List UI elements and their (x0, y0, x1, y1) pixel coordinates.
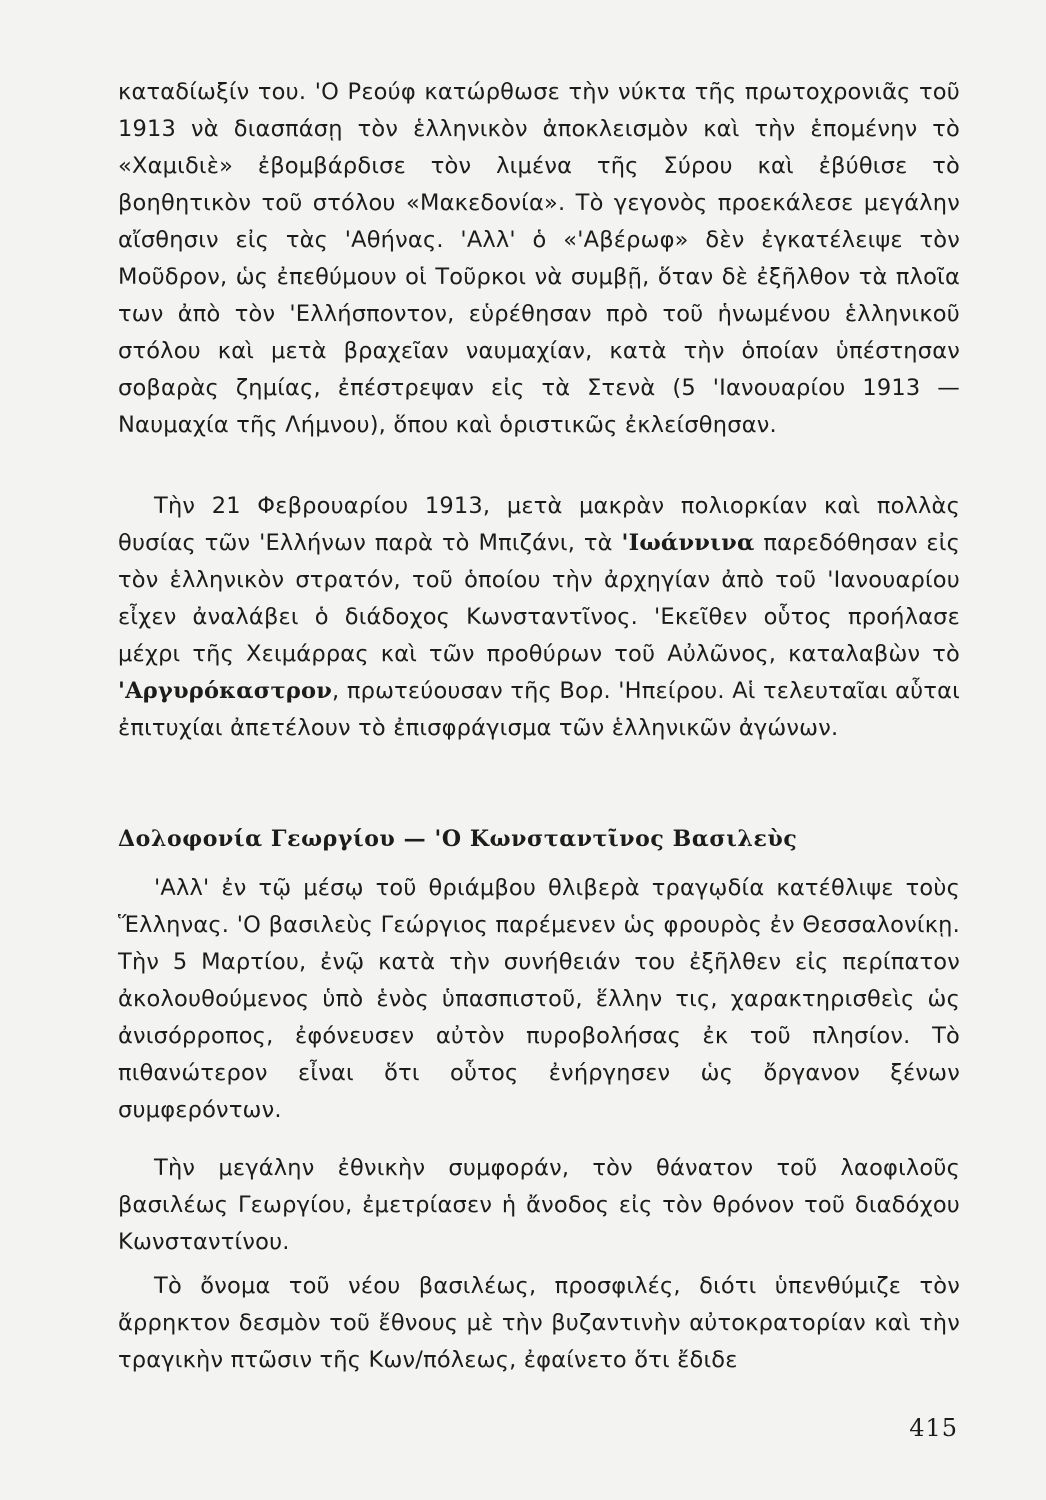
paragraph-text (118, 488, 960, 747)
paragraph-text: Τὴν μεγάλην ἐθνικὴν συμφοράν, τὸν θάνατον τοῦ λαοφιλοῦς βασιλέως Γεωργίου, ἐμετρίασεν ἡ ἄνοδος εἰς τὸν θρόνον τοῦ διαδόχου Κωνσταντίνου. (118, 1155, 960, 1255)
paragraph-assassination (118, 870, 960, 1129)
paragraph-text: 'Αλλ' ἐν τῷ μέσῳ τοῦ θριάμβου θλιβερὰ τραγῳδία κατέθλιψε τοὺς Ἕλληνας. 'Ο βασιλεὺς Γεώργιος παρέμενεν ὡς φρουρὸς ἐν Θεσσαλονίκῃ. Τὴν 5 Μαρτίου, ἐνῷ κατὰ τὴν συνήθειάν του ἐξῆλθεν εἰς περίπατον ἀκολουθούμενος ὑπὸ ἑνὸς ὑπασπιστοῦ, ἕλλην τις, χαρακτηρισθεὶς ὡς ἀνισόρροπος, ἐφόνευσεν αὐτὸν πυροβολήσας ἐκ τοῦ πλησίον. Τὸ πιθανώτερον εἶναι ὅτι οὗτος ἐνήργησεν ὡς ὄργανον ξένων συμφερόντων. (118, 875, 960, 1123)
paragraph-naval-battle (118, 74, 960, 444)
page-number: 415 (909, 1414, 958, 1442)
paragraph-text: καταδίωξίν του. 'Ο Ρεούφ κατώρθωσε τὴν νύκτα τῆς πρωτοχρονιᾶς τοῦ 1913 νὰ διασπάσῃ τὸν ἑλληνικὸν ἀποκλεισμὸν καὶ τὴν ἑπομένην τὸ «Χαμιδιὲ» ἐβομβάρδισε τὸν λιμένα τῆς Σύρου καὶ ἐβύθισε τὸ βοηθητικὸν τοῦ στόλου «Μακεδονία». Τὸ γεγονὸς προεκάλεσε μεγάλην αἴσθησιν εἰς τὰς 'Αθήνας. 'Αλλ' ὁ «'Αβέρωφ» δὲν ἐγκατέλειψε τὸν Μοῦδρον, ὡς ἐπεθύμουν οἱ Τοῦρκοι νὰ συμβῇ, ὅταν δὲ ἐξῆλθον τὰ πλοῖα των ἀπὸ τὸν 'Ελλήσποντον, εὑρέθησαν πρὸ τοῦ ἡνωμένου ἑλληνικοῦ στόλου καὶ μετὰ βραχεῖαν ναυμαχίαν, κατὰ τὴν ὁποίαν ὑπέστησαν σοβαρὰς ζημίας, ἐπέστρεψαν εἰς τὰ Στενὰ (5 'Ιανουαρίου 1913 — Ναυμαχία τῆς Λήμνου), ὅπου καὶ ὁριστικῶς ἐκλείσθησαν. (118, 79, 960, 438)
section-heading: Δολοφονία Γεωργίου — 'Ο Κωνσταντῖνος Βασιλεὺς (118, 826, 798, 852)
paragraph-succession (118, 1150, 960, 1261)
paragraph-ioannina (118, 488, 960, 747)
bold-place-ioannina: 'Ιωάννινα (621, 530, 755, 556)
bold-place-argyrokastro: 'Αργυρόκαστρον (118, 678, 333, 704)
paragraph-new-king (118, 1268, 960, 1379)
paragraph-text: Τὸ ὄνομα τοῦ νέου βασιλέως, προσφιλές, διότι ὑπενθύμιζε τὸν ἄρρηκτον δεσμὸν τοῦ ἔθνους μὲ τὴν βυζαντινὴν αὐτοκρατορίαν καὶ τὴν τραγικὴν πτῶσιν τῆς Κων/πόλεως, ἐφαίνετο ὅτι ἔδιδε (118, 1273, 960, 1373)
paragraph-text-part: παρεδόθησαν εἰς τὸν ἑλληνικὸν στρατόν, τοῦ ὁποίου τὴν ἀρχηγίαν ἀπὸ τοῦ 'Ιανουαρίου εἶχεν ἀναλάβει ὁ διάδοχος Κωνσταντῖνος. 'Εκεῖθεν οὗτος προήλασε μέχρι τῆς Χειμάρρας καὶ τῶν προθύρων τοῦ Αὐλῶνος, καταλαβὼν τὸ (118, 530, 960, 667)
paragraph-text-part: , πρωτεύουσαν τῆς Βορ. 'Ηπείρου. Αἱ τελευταῖαι αὗται ἐπιτυχίαι ἀπετέλουν τὸ ἐπισφράγισμα τῶν ἑλληνικῶν ἀγώνων. (118, 678, 960, 741)
paragraph-text-part: Τὴν 21 Φεβρουαρίου 1913, μετὰ μακρὰν πολιορκίαν καὶ πολλὰς θυσίας τῶν 'Ελλήνων παρὰ τὸ Μπιζάνι, τὰ (118, 493, 960, 556)
